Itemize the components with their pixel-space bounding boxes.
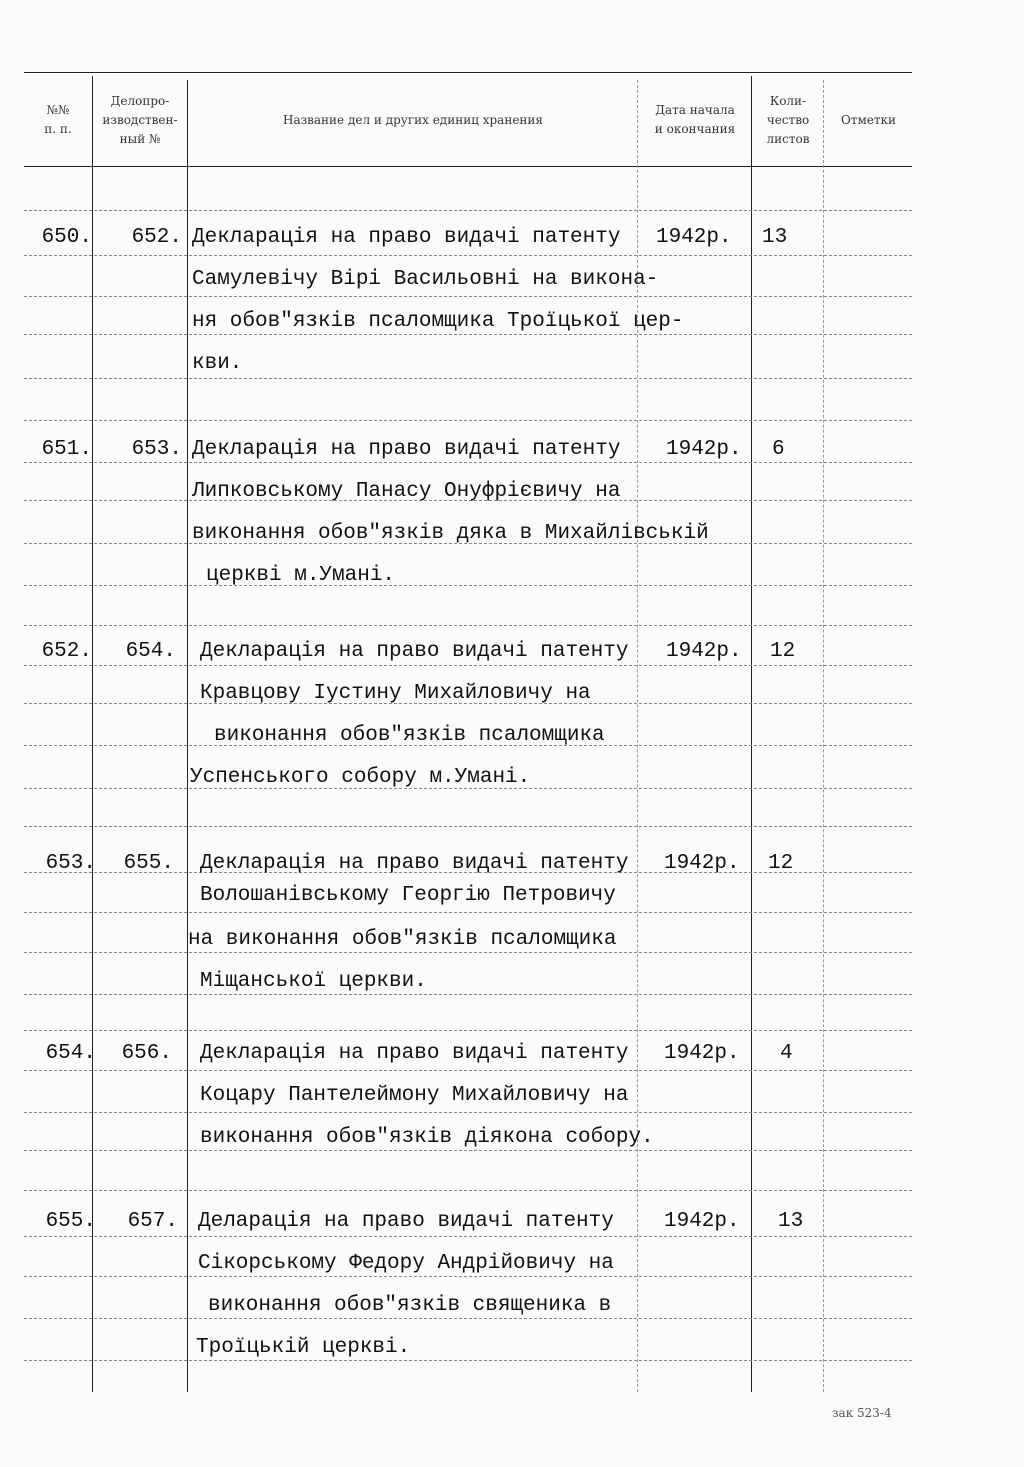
header-dates: Дата начала и окончания: [654, 103, 736, 136]
record-number: 650.: [41, 226, 92, 249]
col-divider-1: [92, 76, 93, 1392]
record-sheet-count: 4: [780, 1042, 793, 1065]
ruled-line: [24, 1150, 912, 1151]
record-date: 1942р.: [664, 1042, 740, 1065]
ruled-line: [24, 994, 912, 995]
record-sheet-count: 6: [772, 438, 785, 461]
record-title-line: Декларація на право видачі патенту: [192, 438, 621, 461]
header-number: №№ п. п.: [44, 103, 72, 136]
ruled-line: [24, 1190, 912, 1191]
ruled-line: [24, 1070, 912, 1071]
record-sheet-count: 13: [778, 1210, 804, 1233]
ruled-line: [24, 625, 912, 626]
record-title-line: Кравцову Іустину Михайловичу на: [200, 682, 591, 705]
record-title-line: ня обов"язків псаломщика Троїцької цер-: [192, 310, 684, 333]
ruled-line: [24, 1318, 912, 1319]
record-title-line: на виконання обов"язків псаломщика: [188, 928, 617, 951]
record-title-line: Липковському Панасу Онуфрієвичу на: [192, 480, 621, 503]
record-number: 652.: [41, 640, 92, 663]
col-divider-2: [187, 80, 188, 1392]
record-title-line: Деларація на право видачі патенту: [198, 1210, 614, 1233]
print-order-code: зак 523-4: [832, 1406, 892, 1420]
header-office-number: Делопро- изводствен- ный №: [102, 93, 178, 146]
record-title-line: Успенського собору м.Умані.: [190, 766, 531, 789]
record-title-line: виконання обов"язків дяка в Михайлівській: [192, 522, 709, 545]
record-office-number: 655.: [123, 852, 174, 875]
header-bottom-rule: [24, 166, 912, 167]
record-title-line: церкві м.Умані.: [206, 564, 396, 587]
record-title-line: Декларація на право видачі патенту: [200, 852, 629, 875]
record-title-line: Міщанської церкви.: [200, 970, 427, 993]
ruled-line: [24, 296, 912, 297]
ruled-line: [24, 585, 912, 586]
record-number: 653.: [45, 852, 96, 875]
table-top-rule: [24, 72, 912, 73]
ruled-line: [24, 912, 912, 913]
record-title-line: кви.: [192, 352, 243, 375]
ruled-line: [24, 665, 912, 666]
record-title-line: Декларація на право видачі патенту: [200, 1042, 629, 1065]
record-date: 1942р.: [664, 852, 740, 875]
record-title-line: Сікорському Федору Андрійовичу на: [198, 1252, 614, 1275]
header-notes: Отметки: [840, 112, 897, 127]
ruled-line: [24, 1030, 912, 1031]
ruled-line: [24, 378, 912, 379]
record-title-line: Декларація на право видачі патенту: [192, 226, 621, 249]
record-date: 1942р.: [666, 438, 742, 461]
record-title-line: Самулевічу Вірі Васильовні на викона-: [192, 268, 659, 291]
ruled-line: [24, 826, 912, 827]
record-office-number: 656.: [121, 1042, 172, 1065]
record-title-line: виконання обов"язків псаломщика: [214, 724, 605, 747]
record-title-line: Волошанівському Георгію Петровичу: [200, 884, 616, 907]
record-sheet-count: 12: [770, 640, 796, 663]
ruled-line: [24, 334, 912, 335]
col-divider-4: [751, 76, 752, 1392]
record-title-line: виконання обов"язків діякона собору.: [200, 1126, 654, 1149]
ruled-line: [24, 255, 912, 256]
ruled-line: [24, 1112, 912, 1113]
record-date: 1942р.: [656, 226, 732, 249]
record-number: 651.: [41, 438, 92, 461]
record-office-number: 654.: [125, 640, 176, 663]
ruled-line: [24, 1360, 912, 1361]
ruled-line: [24, 420, 912, 421]
ruled-line: [24, 210, 912, 211]
ruled-line: [24, 462, 912, 463]
col-divider-5: [823, 80, 824, 1392]
record-title-line: Коцару Пантелеймону Михайловичу на: [200, 1084, 629, 1107]
record-sheet-count: 13: [762, 226, 788, 249]
header-title: Название дел и других единиц хранения: [282, 112, 543, 127]
record-date: 1942р.: [666, 640, 742, 663]
record-title-line: Троїцькій церкві.: [196, 1336, 411, 1359]
record-title-line: Декларація на право видачі патенту: [200, 640, 629, 663]
header-sheets: Коли- чество листов: [766, 93, 810, 146]
record-office-number: 652.: [131, 226, 182, 249]
ruled-line: [24, 1236, 912, 1237]
record-number: 655.: [45, 1210, 96, 1233]
ruled-line: [24, 1276, 912, 1277]
record-title-line: виконання обов"язків священика в: [208, 1294, 612, 1317]
record-date: 1942р.: [664, 1210, 740, 1233]
ruled-line: [24, 952, 912, 953]
record-office-number: 653.: [131, 438, 182, 461]
record-sheet-count: 12: [768, 852, 794, 875]
record-number: 654.: [45, 1042, 96, 1065]
record-office-number: 657.: [127, 1210, 178, 1233]
